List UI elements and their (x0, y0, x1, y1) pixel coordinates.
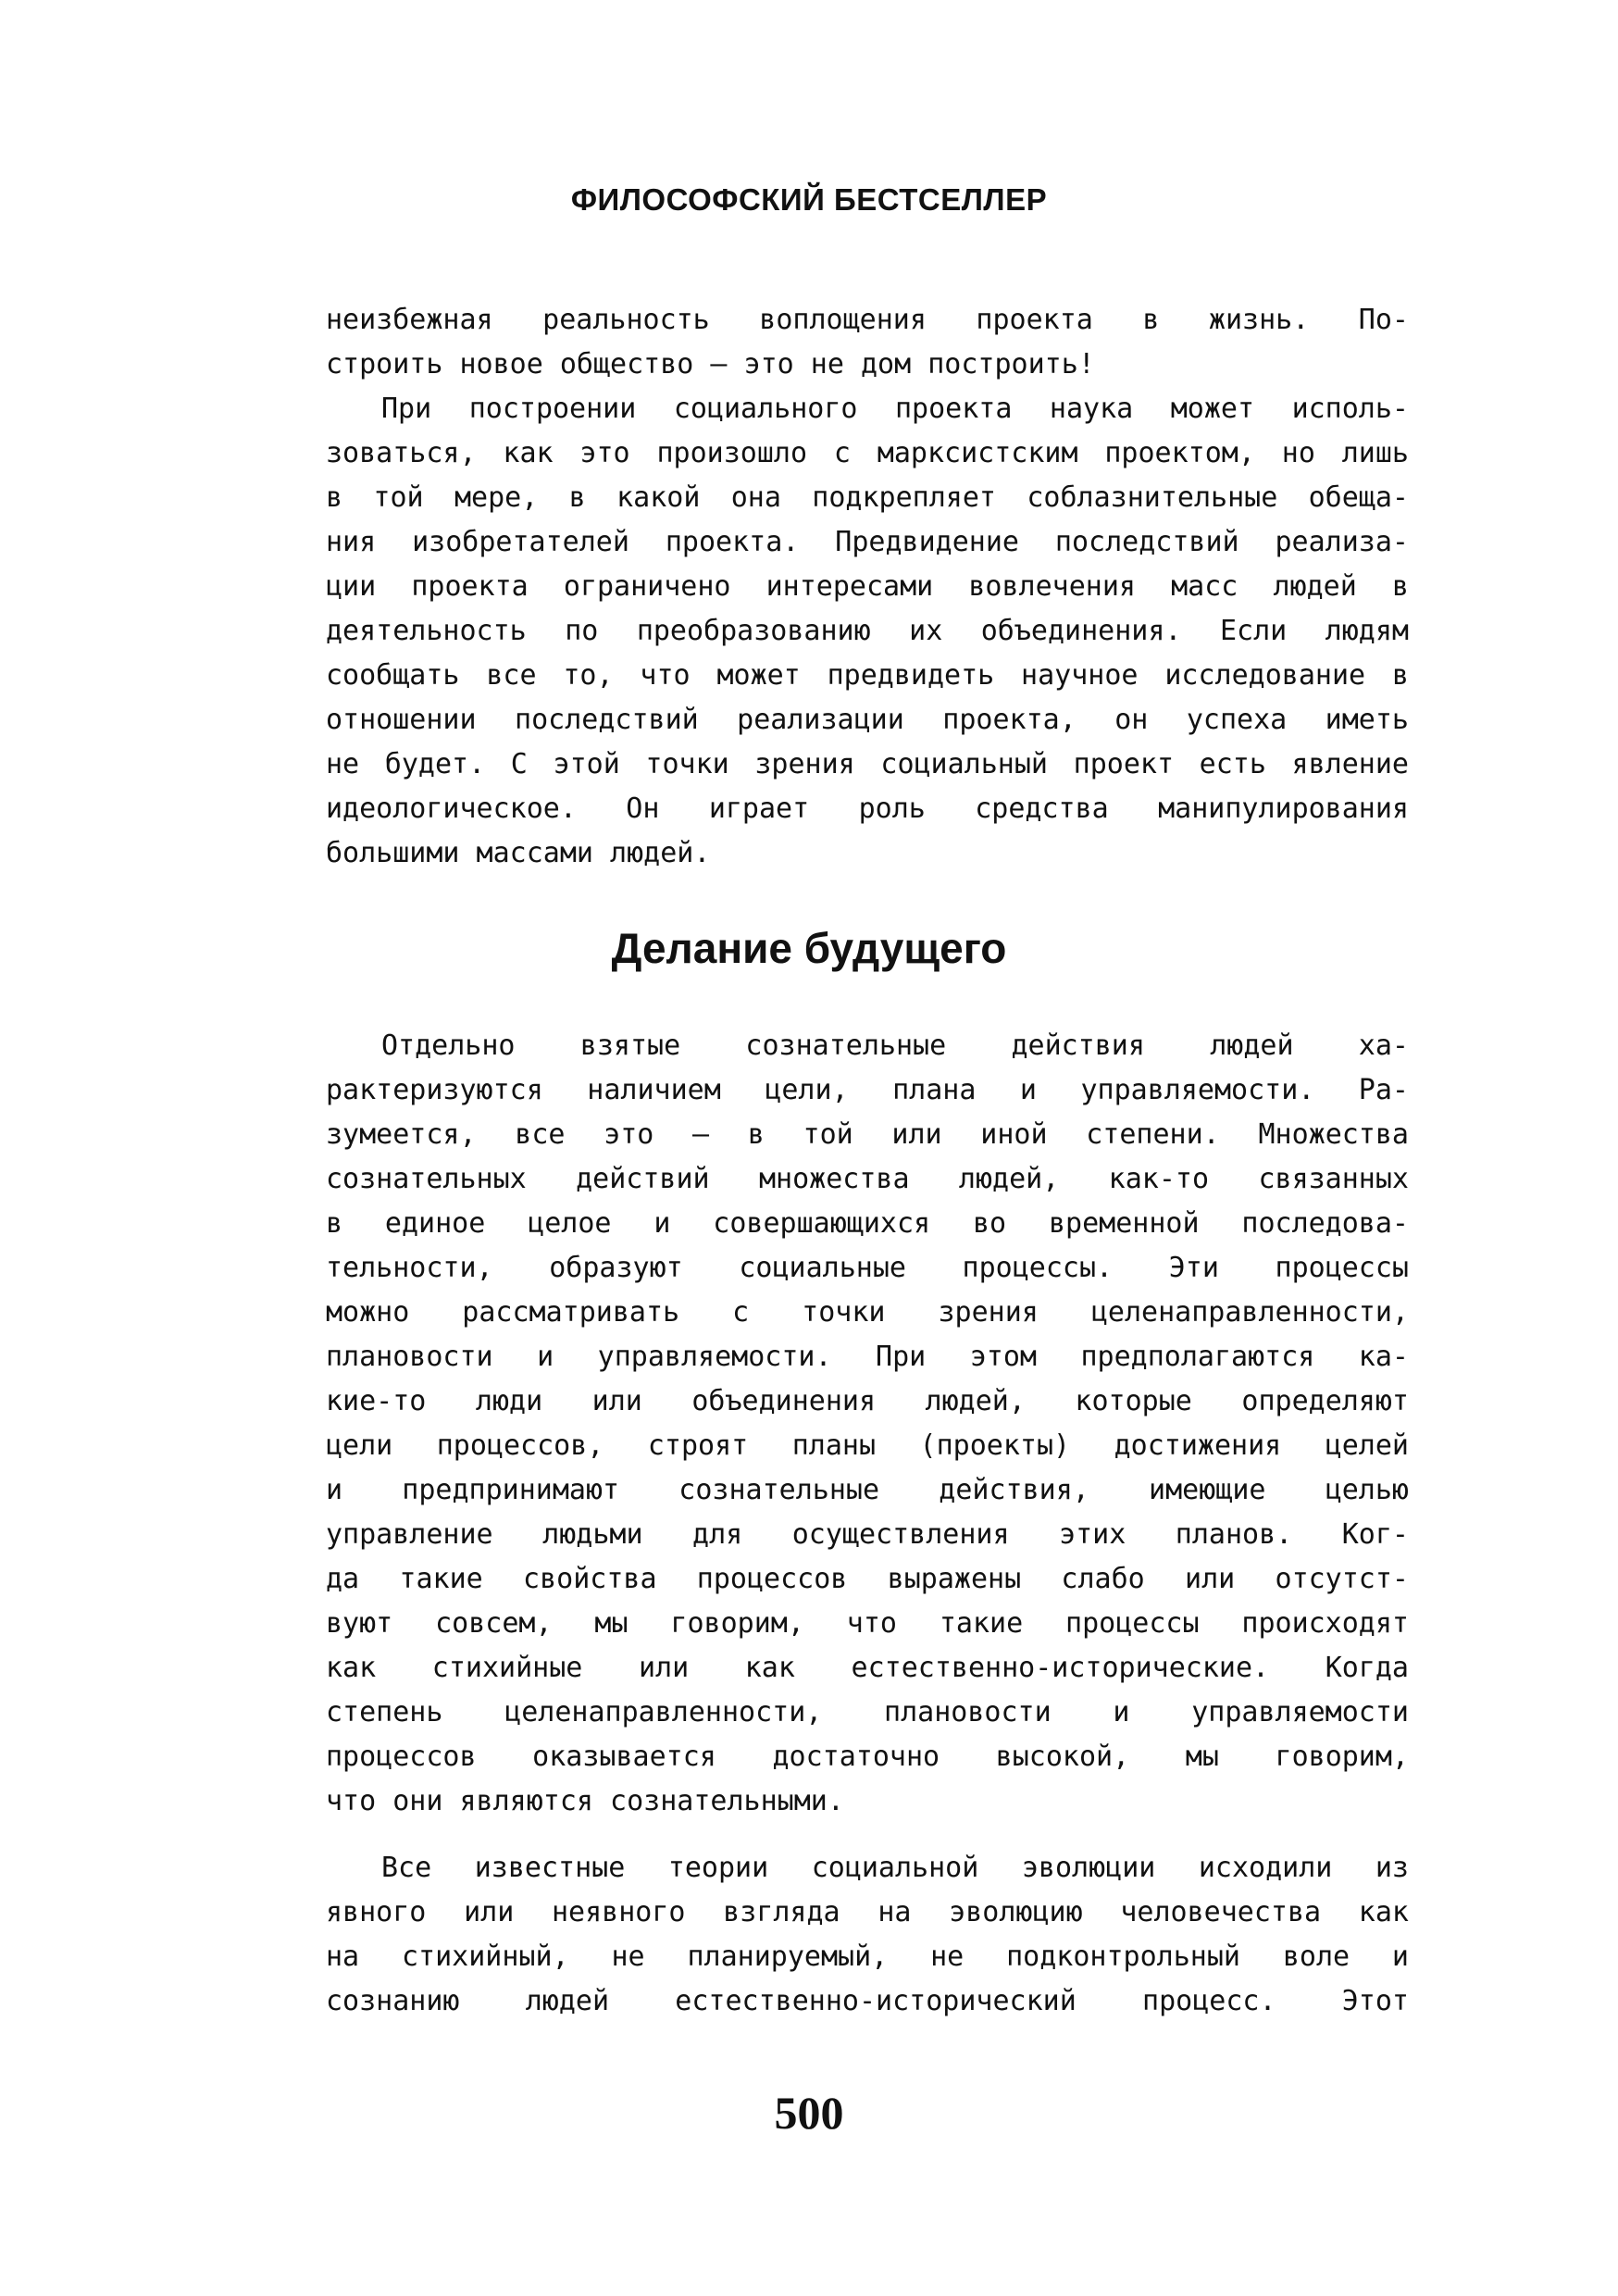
text-line: зоваться, как это произошло с марксистским проектом, но лишь (326, 437, 1409, 469)
text-line: сознанию людей естественно-исторический процесс. Этот (326, 1985, 1409, 2017)
text-line: строить новое общество — это не дом построить! (326, 348, 1095, 381)
text-line: процессов оказывается достаточно высокой, мы говорим, (326, 1741, 1409, 1773)
text-line: да такие свойства процессов выражены слабо или отсутст- (326, 1563, 1409, 1595)
text-line: При построении социального проекта наука может исполь- (381, 393, 1409, 425)
text-line: большими массами людей. (326, 837, 711, 869)
text-line: как стихийные или как естественно-исторические. Когда (326, 1652, 1409, 1684)
text-line: ции проекта ограничено интересами вовлечения масс людей в (326, 570, 1409, 603)
text-line: тельности, образуют социальные процессы. Эти процессы (326, 1252, 1409, 1284)
text-line: ния изобретателей проекта. Предвидение последствий реализа- (326, 526, 1409, 558)
text-line: и предпринимают сознательные действия, имеющие целью (326, 1474, 1409, 1506)
text-line: неизбежная реальность воплощения проекта в жизнь. По- (326, 304, 1409, 336)
paragraph (326, 1846, 1409, 2024)
text-line: можно рассматривать с точки зрения целенаправленности, (326, 1296, 1409, 1329)
section-heading: Делание будущего (611, 924, 1007, 972)
text-line: деятельность по преобразованию их объединения. Если людям (326, 615, 1409, 647)
text-line: в единое целое и совершающихся во временной последова- (326, 1207, 1409, 1240)
text-line: вуют совсем, мы говорим, что такие процессы происходят (326, 1607, 1409, 1640)
page-number: 500 (774, 2087, 844, 2139)
text-line: управление людьми для осуществления этих планов. Ког- (326, 1518, 1409, 1551)
text-line: цели процессов, строят планы (проекты) достижения целей (326, 1429, 1409, 1462)
paragraph (326, 1024, 1409, 1824)
text-line: Отдельно взятые сознательные действия людей ха- (381, 1029, 1409, 1062)
text-line: сознательных действий множества людей, как-то связанных (326, 1163, 1409, 1195)
text-line: на стихийный, не планируемый, не подконтрольный воле и (326, 1940, 1409, 1973)
text-line: зумеется, все это — в той или иной степени. Множества (326, 1118, 1409, 1151)
text-line: идеологическое. Он играет роль средства манипулирования (326, 792, 1409, 825)
running-head: ФИЛОСОФСКИЙ БЕСТСЕЛЛЕР (570, 182, 1048, 217)
text-line: в той мере, в какой она подкрепляет соблазнительные обеща- (326, 481, 1409, 514)
text-line: сообщать все то, что может предвидеть научное исследование в (326, 659, 1409, 692)
text-line: явного или неявного взгляда на эволюцию человечества как (326, 1896, 1409, 1928)
text-line: Все известные теории социальной эволюции исходили из (381, 1852, 1409, 1884)
text-line: не будет. С этой точки зрения социальный проект есть явление (326, 748, 1409, 780)
text-line: отношении последствий реализации проекта, он успеха иметь (326, 704, 1409, 736)
paragraph (326, 387, 1409, 876)
text-line: кие-то люди или объединения людей, которые определяют (326, 1385, 1409, 1417)
text-line: что они являются сознательными. (326, 1785, 844, 1817)
text-line: плановости и управляемости. При этом предполагаются ка- (326, 1341, 1409, 1373)
text-line: рактеризуются наличием цели, плана и управляемости. Ра- (326, 1074, 1409, 1106)
paragraph-continuation (326, 298, 1409, 387)
text-line: степень целенаправленности, плановости и управляемости (326, 1696, 1409, 1728)
